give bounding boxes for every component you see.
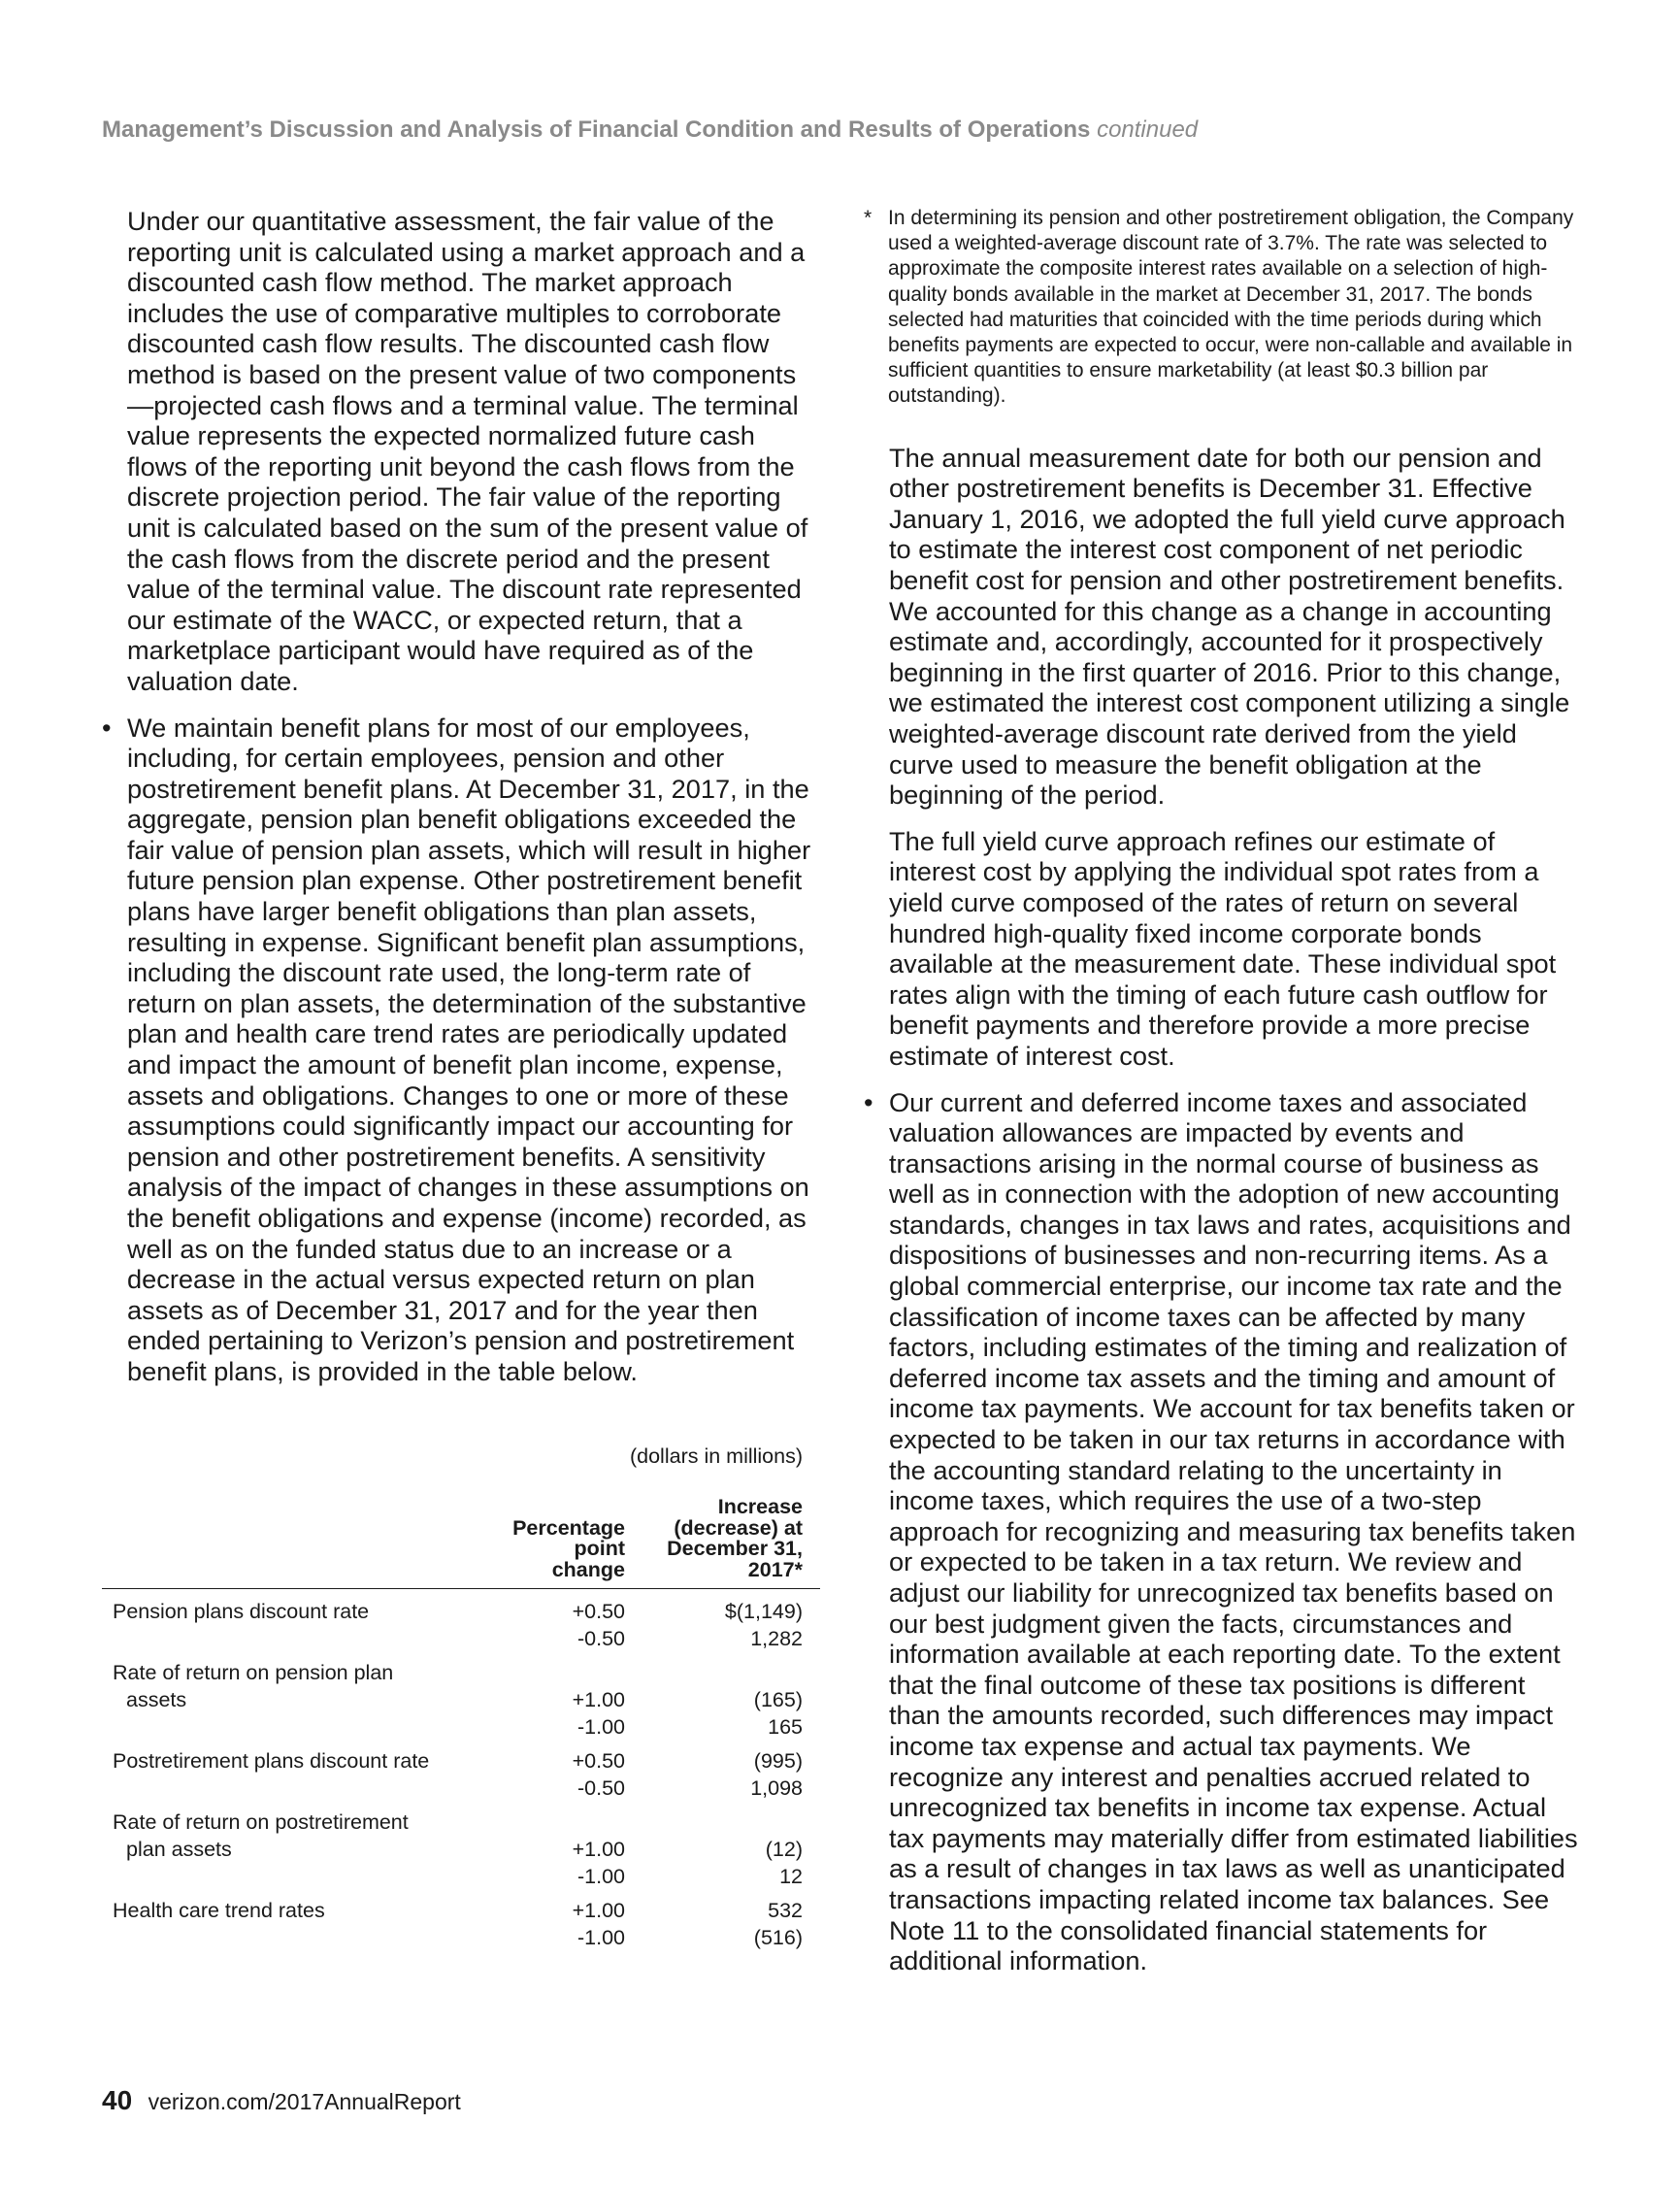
- percentage-change: +0.50: [572, 1600, 625, 1623]
- percentage-change: -1.00: [576, 1926, 625, 1949]
- footnote-marker: *: [864, 207, 873, 229]
- row-label: Postretirement plans discount rate: [113, 1749, 430, 1773]
- page-number: 40: [102, 2085, 133, 2115]
- row-label: Health care trend rates: [113, 1899, 325, 1922]
- page-footer: [102, 2085, 461, 2116]
- bullet-marker: •: [102, 712, 112, 743]
- row-label-continued: plan assets: [126, 1838, 232, 1861]
- table-row: [102, 1659, 820, 1741]
- row-label: Rate of return on pension plan: [113, 1661, 394, 1684]
- header-continued: continued: [1097, 116, 1199, 143]
- percentage-change: -1.00: [576, 1865, 625, 1888]
- increase-decrease-value: (516): [753, 1926, 803, 1949]
- table-row: [102, 1808, 820, 1890]
- income-taxes-bullet: [864, 1087, 1582, 1976]
- row-label: Pension plans discount rate: [113, 1600, 370, 1623]
- increase-decrease-value: 12: [779, 1865, 803, 1888]
- table-row: [102, 1598, 820, 1652]
- increase-decrease-value: 1,098: [750, 1776, 803, 1800]
- increase-decrease-value: 1,282: [750, 1627, 803, 1650]
- increase-decrease-value: $(1,149): [724, 1600, 803, 1623]
- table-header: [102, 1483, 820, 1589]
- benefit-plans-paragraph: We maintain benefit plans for most of our employees, including, for certain employees, pension and other postretirement benefit plans. At December 31, 2017, in the aggregate, pension plan benefit obligations exceeded the fair value of pension plan assets, which will result in higher future pension plan expense. Other postretirement benefit plans have larger benefit obligations than plan assets, resulting in expense. Significant benefit plan assumptions, including the discount rate used, the long-term rate of return on plan assets, the determination of the substantive plan and health care trend rates are periodically updated and impact the amount of benefit plan income, expense, assets and obligations. Changes to one or more of these assumptions could significantly impact our accounting for pension and other postretirement benefits. A sensitivity analysis of the impact of changes in these assumptions on the benefit obligations and expense (income) recorded, as well as on the funded status due to an increase or a decrease in the actual versus expected return on plan assets as of December 31, 2017 and for the year then ended pertaining to Verizon’s pension and postretirement benefit plans, is provided in the table below.: [127, 712, 811, 1386]
- table-footnote: [864, 206, 1582, 410]
- percentage-change: -0.50: [576, 1776, 625, 1800]
- percentage-change: -1.00: [576, 1715, 625, 1739]
- row-label: Rate of return on postretirement: [113, 1810, 409, 1834]
- footnote-text: In determining its pension and other postretirement obligation, the Company used a weighted-average discount rate of 3.7%. The rate was selected to approximate the composite interest rates available on a selection of high-quality bonds available in the market at December 31, 2017. The bonds selected had maturities that coincided with the time periods during which benefits payments are expected to occur, were non-callable and available in sufficient quantities to ensure marketability (at least $0.3 billion par outstanding).: [888, 207, 1574, 408]
- percentage-change: -0.50: [576, 1627, 625, 1650]
- column-header-percentage-point-change: Percentage point change: [512, 1515, 625, 1581]
- percentage-change: +1.00: [572, 1688, 625, 1711]
- page-header: [102, 116, 1198, 144]
- percentage-change: +0.50: [572, 1749, 625, 1773]
- table-row: [102, 1897, 820, 1951]
- increase-decrease-value: (165): [753, 1688, 803, 1711]
- table-row: [102, 1747, 820, 1802]
- increase-decrease-value: 165: [768, 1715, 803, 1739]
- column-header-increase-decrease: Increase (decrease) at December 31, 2017*: [667, 1495, 803, 1581]
- footer-url: verizon.com/2017AnnualReport: [148, 2089, 461, 2114]
- benefit-plans-bullet: [102, 713, 820, 1387]
- increase-decrease-value: (995): [753, 1749, 803, 1773]
- table-units: (dollars in millions): [629, 1444, 803, 1468]
- right-column: [864, 206, 1582, 1976]
- left-column: [102, 206, 820, 1387]
- goodwill-paragraph: Under our quantitative assessment, the fair value of the reporting unit is calculated using a market approach and a discounted cash flow method. The market approach includes the use of comparative multiples to corroborate discounted cash flow results. The discounted cash flow method is based on the present value of two components—projected cash flows and a terminal value. The terminal value represents the expected normalized future cash flows of the reporting unit beyond the cash flows from the discrete projection period. The fair value of the reporting unit is calculated based on the sum of the present value of the cash flows from the discrete period and the present value of the terminal value. The discount rate represented our estimate of the WACC, or expected return, that a marketplace participant would have required as of the valuation date.: [127, 206, 808, 696]
- yield-curve-paragraph: The full yield curve approach refines our estimate of interest cost by applying the individual spot rates from a yield curve composed of the rates of return on several hundred high-quality fixed income corporate bonds available at the measurement date. These individual spot rates align with the timing of each future cash outflow for benefit payments and therefore provide a more precise estimate of interest cost.: [889, 825, 1557, 1071]
- row-label-continued: assets: [126, 1688, 187, 1711]
- income-taxes-paragraph: Our current and deferred income taxes and associated valuation allowances are impacted by events and transactions arising in the normal course of business as well as in connection with the adoption of new accounting standards, changes in tax laws and rates, acquisitions and dispositions of businesses and non-recurring items. As a global commercial enterprise, our income tax rate and the classification of income taxes can be affected by many factors, including estimates of the timing and realization of deferred income tax assets and the timing and amount of income tax payments. We account for tax benefits taken or expected to be taken in our tax returns in accordance with the accounting standard relating to the uncertainty in income taxes, which requires the use of a two-step approach for recognizing and measuring tax benefits taken or expected to be taken in a tax return. We review and adjust our liability for unrecognized tax benefits based on our best judgment given the facts, circumstances and information available at each reporting date. To the extent that the final outcome of these tax positions is different than the amounts recorded, such differences may impact income tax expense and actual tax payments. We recognize any interest and penalties accrued related to unrecognized tax benefits in income tax expense. Actual tax payments may materially differ from estimated liabilities as a result of changes in tax laws as well as unanticipated transactions impacting related income tax balances. See Note 11 to the consolidated financial statements for additional information.: [889, 1086, 1578, 1976]
- percentage-change: +1.00: [572, 1838, 625, 1861]
- bullet-marker: •: [864, 1086, 873, 1117]
- measurement-date-paragraph: The annual measurement date for both our pension and other postretirement benefits is December 31. Effective January 1, 2016, we adopted the full yield curve approach to estimate the interest cost component of net periodic benefit cost for pension and other postretirement benefits. We accounted for this change as a change in accounting estimate and, accordingly, accounted for it prospectively beginning in the first quarter of 2016. Prior to this change, we estimated the interest cost component utilizing a single weighted-average discount rate derived from the yield curve used to measure the benefit obligation at the beginning of the period.: [889, 442, 1570, 811]
- increase-decrease-value: 532: [768, 1899, 803, 1922]
- percentage-change: +1.00: [572, 1899, 625, 1922]
- header-title: Management’s Discussion and Analysis of Financial Condition and Results of Operations: [102, 116, 1091, 143]
- increase-decrease-value: (12): [765, 1838, 803, 1861]
- table-body: [102, 1598, 820, 1951]
